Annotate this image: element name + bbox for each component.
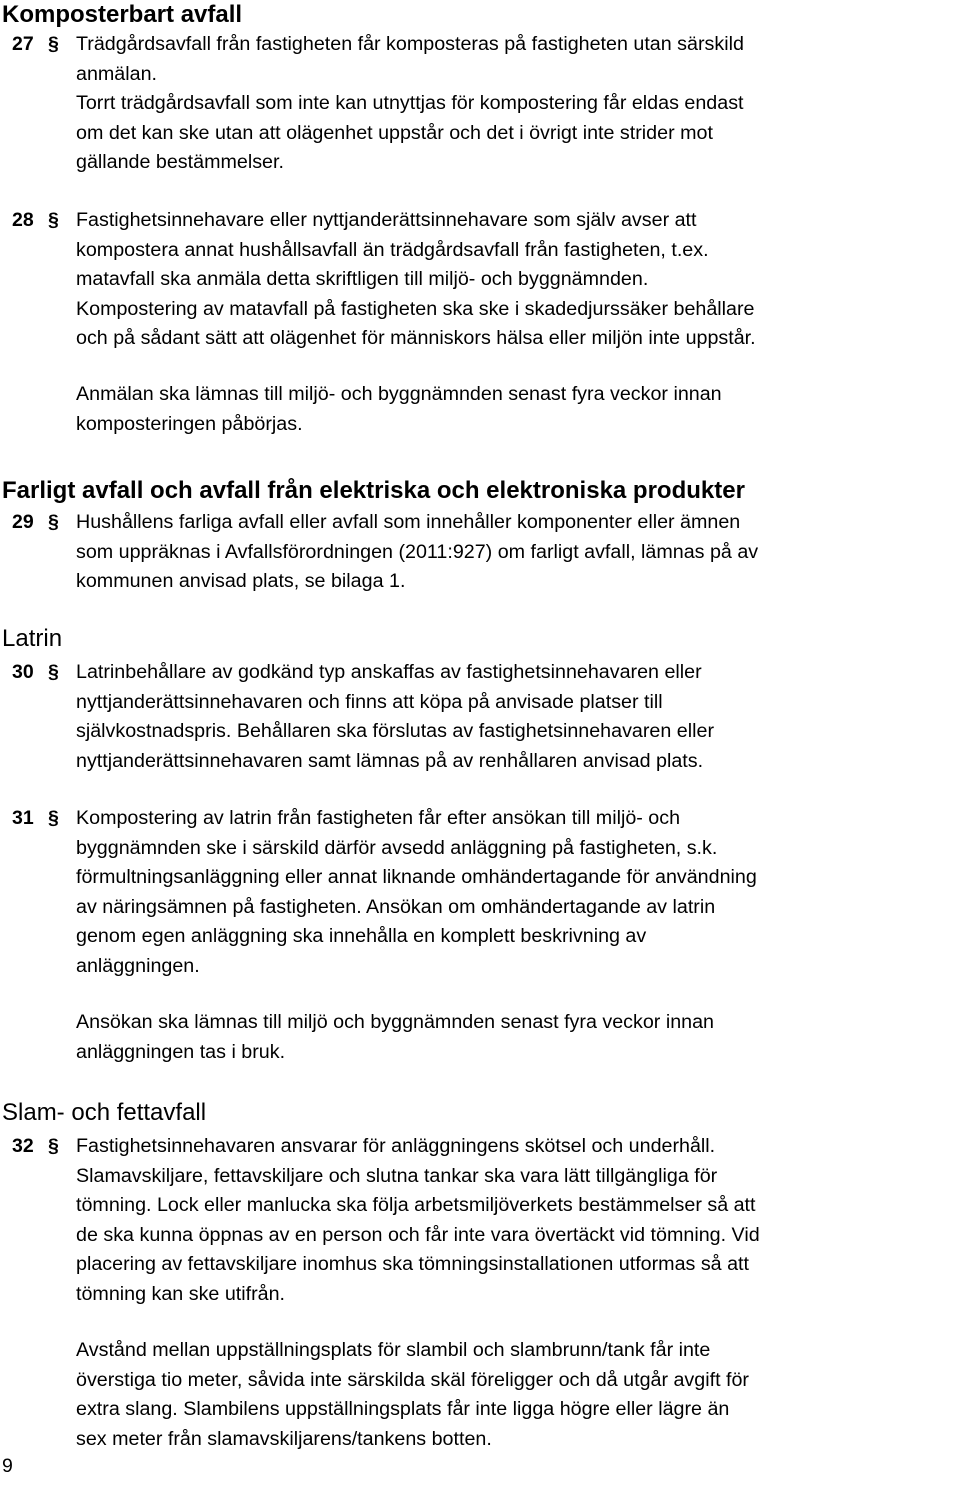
section-heading-komposterbart-avfall: Komposterbart avfall <box>2 1 243 28</box>
paragraph-number: 28 <box>12 209 34 231</box>
page-number: 9 <box>2 1455 13 1477</box>
paragraph-text: Fastighetsinnehavare eller nyttjanderättsinnehavare som själv avser att kompostera annat hushållsavfall än trädgårdsavfall från fastigheten, t.ex. matavfall ska anmäla detta skriftligen till miljö- och byggnämnden. Kompostering av matavfall på fastigheten ska ske i skadedjurssäker behållare och på sådant sätt att olägenhet för människors hälsa eller miljön inte uppstår. <box>76 209 756 349</box>
section-sign-icon: § <box>48 1135 59 1157</box>
section-sign-icon: § <box>48 661 59 683</box>
section-sign-icon: § <box>48 33 59 55</box>
section-heading-slam-och-fettavfall: Slam- och fettavfall <box>2 1099 207 1126</box>
paragraph-text: Avstånd mellan uppställningsplats för slambil och slambrunn/tank får inte överstiga tio meter, såvida inte särskilda skäl föreligger och då utgår avgift för extra slang. Slambilens uppställningsplats får inte ligga högre eller lägre än sex meter från slamavskiljarens/tankens botten. <box>76 1339 749 1450</box>
paragraph-number: 31 <box>12 807 34 829</box>
section-sign-icon: § <box>48 807 59 829</box>
section-heading-farligt-avfall: Farligt avfall och avfall från elektriska och elektroniska produkter <box>2 477 745 504</box>
paragraph-number: 32 <box>12 1135 34 1157</box>
section-sign-icon: § <box>48 209 59 231</box>
paragraph-text: Latrinbehållare av godkänd typ anskaffas av fastighetsinnehavaren eller nyttjanderättsinnehavaren och finns att köpa på anvisade platser till självkostnadspris. Behållaren ska förslutas av fastighetsinnehavaren eller nyttjanderättsinnehavaren samt lämnas på av renhållaren anvisad plats. <box>76 661 714 772</box>
paragraph-text: Anmälan ska lämnas till miljö- och byggnämnden senast fyra veckor innan komposteringen påbörjas. <box>76 383 722 435</box>
section-sign-icon: § <box>48 511 59 533</box>
paragraph-number: 30 <box>12 661 34 683</box>
paragraph-text: Hushållens farliga avfall eller avfall som innehåller komponenter eller ämnen som uppräknas i Avfallsförordningen (2011:927) om farligt avfall, lämnas på av kommunen anvisad plats, se bilaga 1. <box>76 511 759 592</box>
paragraph-number: 27 <box>12 33 34 55</box>
paragraph-number: 29 <box>12 511 34 533</box>
section-heading-latrin: Latrin <box>2 625 63 652</box>
paragraph-text: Ansökan ska lämnas till miljö och byggnämnden senast fyra veckor innan anläggningen tas i bruk. <box>76 1011 714 1063</box>
paragraph-text: Kompostering av latrin från fastigheten får efter ansökan till miljö- och byggnämnden ske i särskild därför avsedd anläggning på fastigheten, s.k. förmultningsanläggning eller annat liknande omhändertagande för användning av näringsämnen på fastigheten. Ansökan om omhändertagande av latrin genom egen anläggning ska innehålla en komplett beskrivning av anläggningen. <box>76 807 757 977</box>
paragraph-text: Fastighetsinnehavaren ansvarar för anläggningens skötsel och underhåll. Slamavskiljare, fettavskiljare och slutna tankar ska vara lätt tillgängliga för tömning. Lock eller manlucka ska följa arbetsmiljöverkets bestämmelser så att de ska kunna öppnas av en person och får inte vara övertäckt vid tömning. Vid placering av fettavskiljare inomhus ska tömningsinstallationen utformas så att tömning kan ske utifrån. <box>76 1135 760 1305</box>
paragraph-text: Trädgårdsavfall från fastigheten får komposteras på fastigheten utan särskild anmälan. Torrt trädgårdsavfall som inte kan utnyttjas för kompostering får eldas endast om det kan ske utan att olägenhet uppstår och det i övrigt inte strider mot gällande bestämmelser. <box>76 33 744 173</box>
